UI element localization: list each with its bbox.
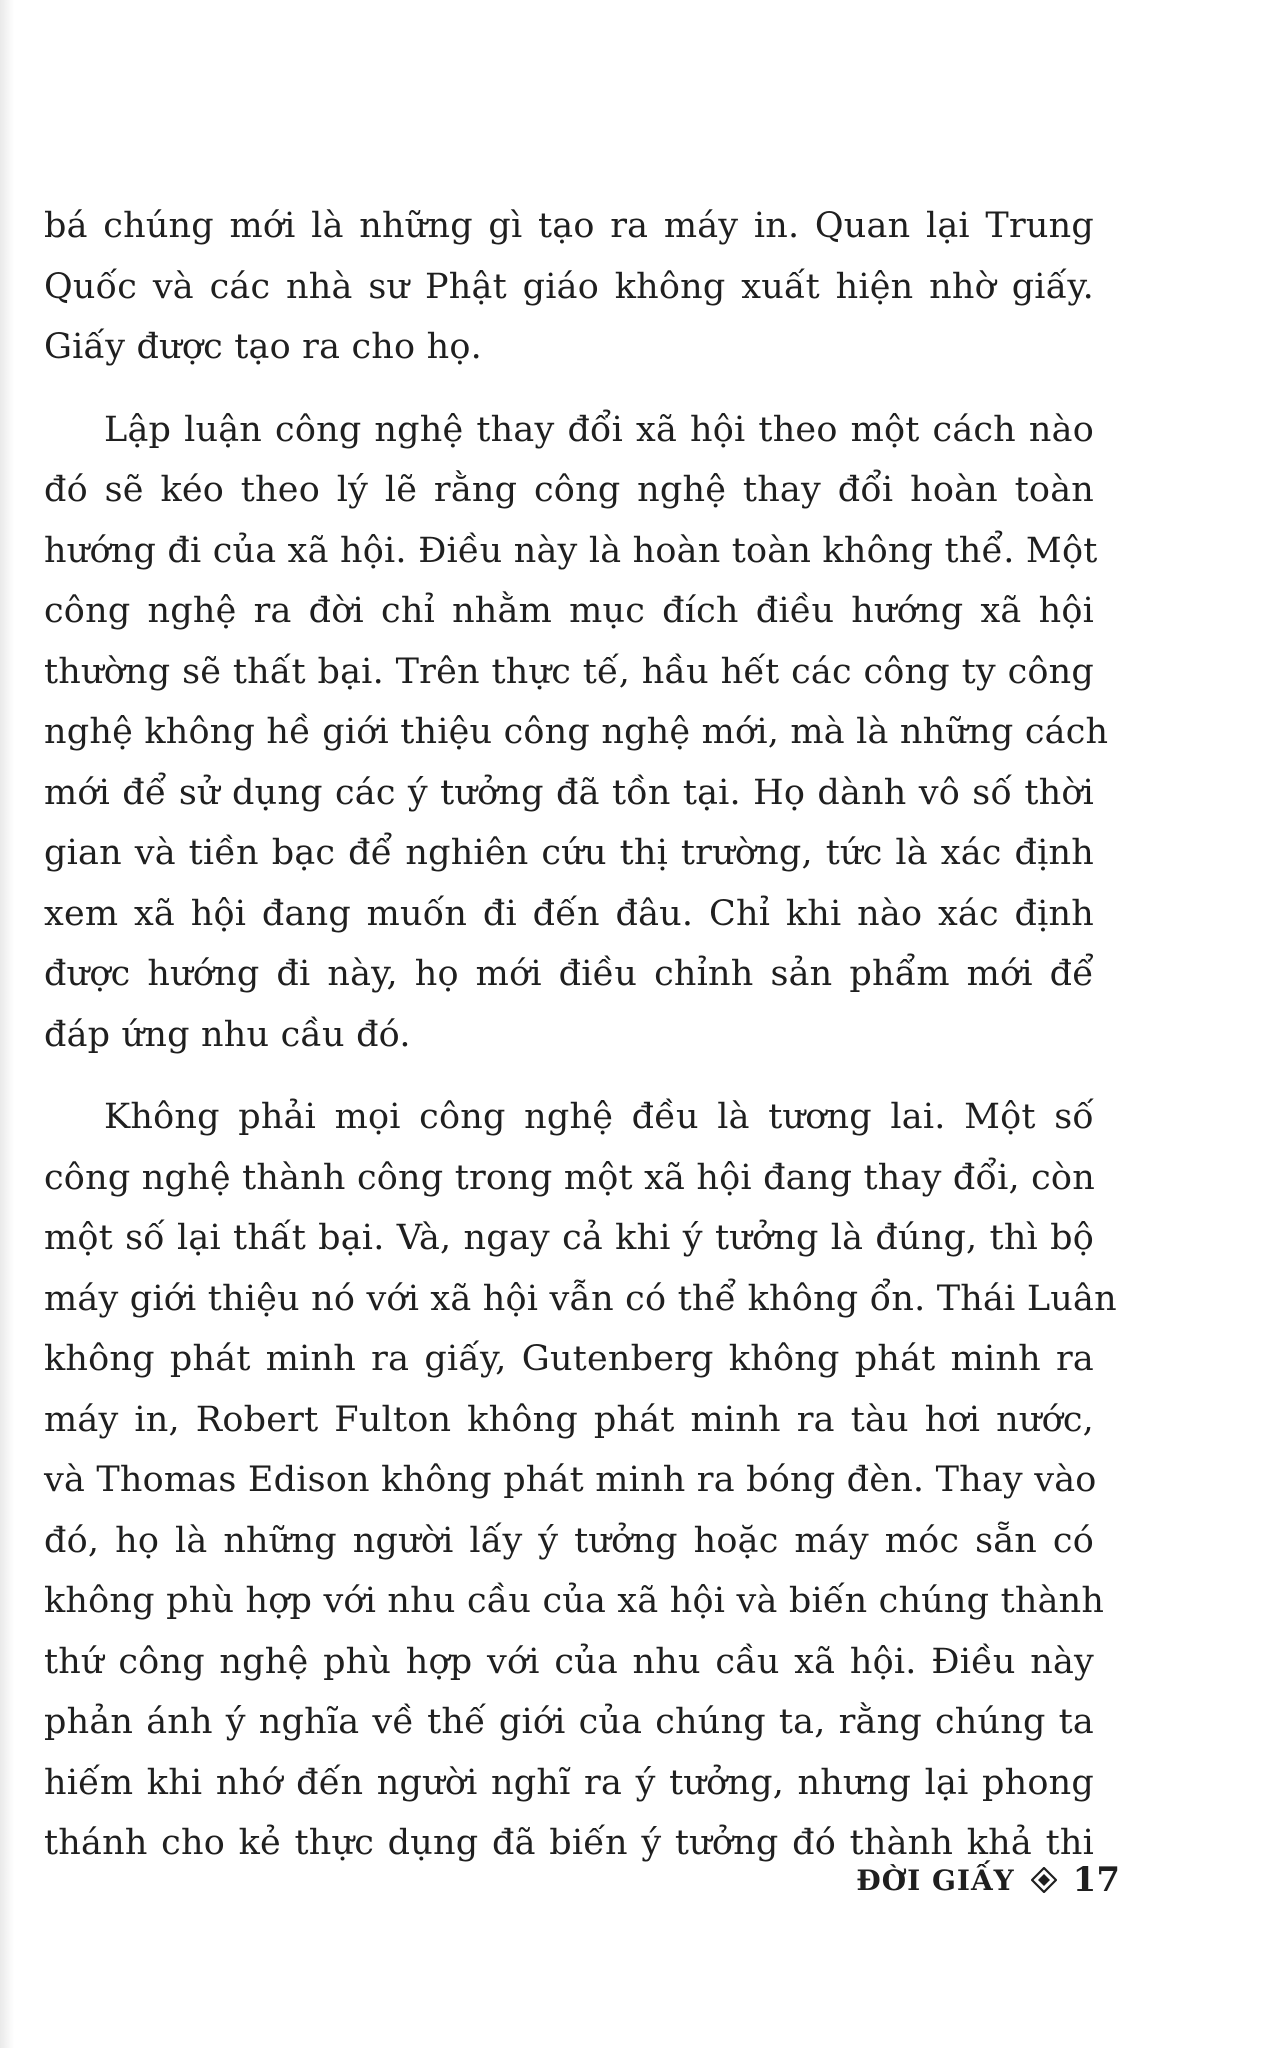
text-line: đáp ứng nhu cầu đó. bbox=[44, 1014, 411, 1055]
paragraph-3 bbox=[44, 1087, 1117, 1874]
text-line: thường sẽ thất bại. Trên thực tế, hầu hết các công ty công bbox=[44, 651, 1094, 692]
text-line: phản ánh ý nghĩa về thế giới của chúng ta, rằng chúng ta bbox=[44, 1702, 1094, 1742]
text-line: hiếm khi nhớ đến người nghĩ ra ý tưởng, nhưng lại phong bbox=[44, 1762, 1094, 1803]
text-line: hướng đi của xã hội. Điều này là hoàn toàn không thể. Một bbox=[44, 530, 1098, 571]
text-line: công nghệ ra đời chỉ nhằm mục đích điều hướng xã hội bbox=[44, 591, 1094, 631]
text-line: máy giới thiệu nó với xã hội vẫn có thể không ổn. Thái Luân bbox=[44, 1278, 1117, 1319]
page-edge-shadow bbox=[0, 0, 14, 2048]
text-line: gian và tiền bạc để nghiên cứu thị trường, tức là xác định bbox=[44, 833, 1094, 873]
text-line: được hướng đi này, họ mới điều chỉnh sản phẩm mới để bbox=[44, 954, 1094, 994]
text-line: đó, họ là những người lấy ý tưởng hoặc máy móc sẵn có bbox=[44, 1520, 1094, 1561]
text-line: không phù hợp với nhu cầu của xã hội và biến chúng thành bbox=[44, 1581, 1105, 1621]
text-line: và Thomas Edison không phát minh ra bóng đèn. Thay vào bbox=[44, 1460, 1097, 1500]
paragraph-2 bbox=[44, 400, 1109, 1066]
page-footer bbox=[856, 1860, 1120, 1900]
text-line: công nghệ thành công trong một xã hội đang thay đổi, còn bbox=[44, 1157, 1095, 1198]
text-line: Không phải mọi công nghệ đều là tương lai. Một số bbox=[104, 1097, 1094, 1137]
text-line: xem xã hội đang muốn đi đến đâu. Chỉ khi nào xác định bbox=[44, 893, 1094, 934]
text-line: máy in, Robert Fulton không phát minh ra tàu hơi nước, bbox=[44, 1399, 1094, 1440]
text-line: thứ công nghệ phù hợp với của nhu cầu xã hội. Điều này bbox=[44, 1641, 1094, 1682]
diamond-icon bbox=[1031, 1867, 1057, 1893]
body-text bbox=[44, 196, 1117, 1874]
running-title: ĐỜI GIẤY bbox=[856, 1863, 1015, 1897]
text-line: Quốc và các nhà sư Phật giáo không xuất hiện nhờ giấy. bbox=[44, 266, 1094, 307]
text-line: đó sẽ kéo theo lý lẽ rằng công nghệ thay đổi hoàn toàn bbox=[44, 470, 1094, 510]
paragraph-1 bbox=[44, 196, 1094, 378]
text-line: thánh cho kẻ thực dụng đã biến ý tưởng đó thành khả thi bbox=[44, 1823, 1094, 1863]
text-line: mới để sử dụng các ý tưởng đã tồn tại. Họ dành vô số thời bbox=[44, 772, 1094, 813]
text-line: một số lại thất bại. Và, ngay cả khi ý tưởng là đúng, thì bộ bbox=[44, 1218, 1094, 1258]
text-line: Lập luận công nghệ thay đổi xã hội theo một cách nào bbox=[104, 409, 1094, 450]
page-number: 17 bbox=[1072, 1860, 1120, 1900]
text-line: nghệ không hề giới thiệu công nghệ mới, mà là những cách bbox=[44, 712, 1109, 752]
text-line: bá chúng mới là những gì tạo ra máy in. Quan lại Trung bbox=[44, 206, 1094, 246]
text-line: Giấy được tạo ra cho họ. bbox=[44, 327, 482, 367]
text-line: không phát minh ra giấy, Gutenberg không phát minh ra bbox=[44, 1339, 1094, 1379]
